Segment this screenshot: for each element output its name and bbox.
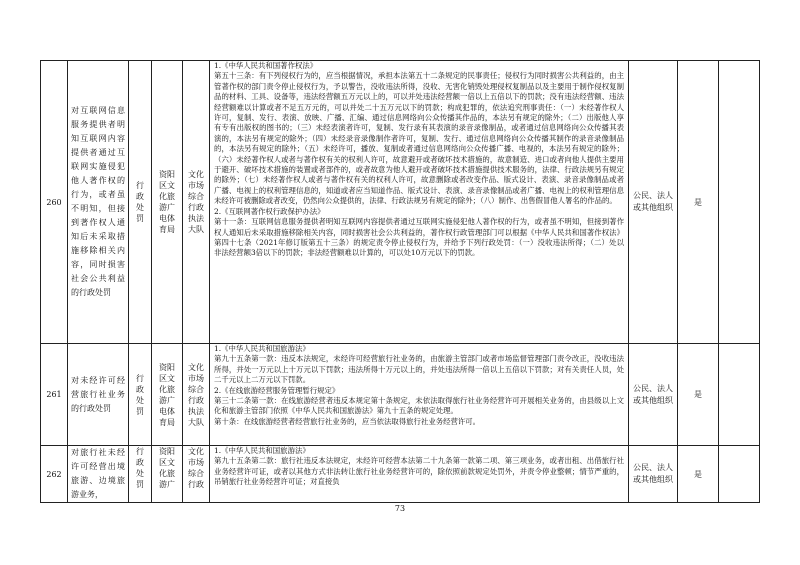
basis-line: 2.《互联网著作权行政保护办法》 — [214, 206, 325, 216]
item-department-text: 资阳区文化旅游广电体育局 — [159, 362, 175, 427]
item-note — [719, 344, 760, 446]
table-row — [41, 61, 760, 344]
item-legal-basis — [210, 61, 629, 344]
item-executor — [183, 446, 210, 503]
item-department — [152, 446, 183, 503]
row-number: 260 — [41, 61, 68, 344]
item-mark: 是 — [678, 446, 719, 503]
item-note — [719, 446, 760, 503]
item-subject: 公民、法人或其他组织 — [629, 61, 678, 344]
item-executor-text: 文化市场综合行政 — [188, 447, 204, 489]
regulation-table — [40, 60, 760, 503]
item-legal-basis — [210, 344, 629, 446]
page-number: 73 — [394, 504, 406, 513]
basis-line: 1.《中华人民共和国旅游法》 — [214, 446, 310, 455]
item-mark: 是 — [678, 344, 719, 446]
basis-line: 第九十五条第二款：旅行社违反本法规定，未经许可经营本法第二十九条第一款第二项、第三项业务，或者出租、出借旅行社业务经营许可证，或者以其他方式非法转让旅行社业务经营许可的，除依照前款规定处罚外，并责令停业整顿；情节严重的，吊销旅行社业务经营许可证；对直接负 — [214, 456, 624, 487]
item-department-text: 资阳区文化旅游广电体育局 — [159, 170, 175, 234]
basis-line: 第十条：在线旅游经营者经营旅行社业务的，应当依法取得旅行社业务经营许可。 — [214, 416, 481, 426]
item-name: 对旅行社未经许可经营出境旅游、边境旅游业务， — [68, 446, 129, 503]
item-category — [129, 61, 152, 344]
item-executor — [183, 61, 210, 344]
item-legal-basis — [210, 446, 629, 503]
table-row — [41, 344, 760, 446]
basis-line: 第九十五条第一款：违反本法规定，未经许可经营旅行社业务的，由旅游主管部门或者市场监督管理部门责令改正，没收违法所得，并处一万元以上十万元以下罚款；违法所得十万元以上的，并处违法所得一倍以上五倍以下罚款；对有关责任人员，处二千元以上二万元以下罚款。 — [214, 354, 624, 385]
item-category — [129, 344, 152, 446]
basis-line: 第十一条：互联网信息服务提供者明知互联网内容提供者通过互联网实施侵犯他人著作权的行为，或者虽不明知，但接到著作权人通知后未采取措施移除相关内容，同时损害社会公共利益的，著作权行政管理部门可以根据《中华人民共和国著作权法》第四十七条（2021年修订版第五十三条）的规定责令停止侵权行为，并给予下列行政处罚：（一）没收违法所得；（二）处以非法经营额3倍以下的罚款；非法经营额难以计算的，可以处10万元以下的罚款。 — [214, 217, 624, 258]
item-note — [719, 61, 760, 344]
item-executor — [183, 344, 210, 446]
basis-line: 1.《中华人民共和国著作权法》 — [214, 61, 318, 70]
item-department-text: 资阳区文化旅游广 — [159, 447, 175, 489]
item-category-text: 行政处罚 — [136, 447, 144, 489]
item-subject: 公民、法人或其他组织 — [629, 344, 678, 446]
row-number: 262 — [41, 446, 68, 503]
item-mark: 是 — [678, 61, 719, 344]
regulation-table-body — [41, 61, 760, 503]
item-category — [129, 446, 152, 503]
item-subject: 公民、法人或其他组织 — [629, 446, 678, 503]
basis-line: 第五十三条：有下列侵权行为的，应当根据情况，承担本法第五十二条规定的民事责任；侵权行为同时损害公共利益的，由主管著作权的部门责令停止侵权行为，予以警告，没收违法所得，没收、无害化销毁处理侵权复制品以及主要用于制作侵权复制品的材料、工具、设备等，违法经营额五万元以上的，可以并处违法经营额一倍以上五倍以下的罚款；没有违法经营额、违法经营额难以计算或者不足五万元的，可以并处二十五万元以下的罚款；构成犯罪的，依法追究刑事责任：（一）未经著作权人许可，复制、发行、表演、放映、广播、汇编、通过信息网络向公众传播其作品的，本法另有规定的除外；（二）出版他人享有专有出版权的图书的；（三）未经表演者许可，复制、发行录有其表演的录音录像制品，或者通过信息网络向公众传播其表演的，本法另有规定的除外；（四）未经录音录像制作者许可，复制、发行、通过信息网络向公众传播其制作的录音录像制品的，本法另有规定的除外；（五）未经许可，播放、复制或者通过信息网络向公众传播广播、电视的，本法另有规定的除外；（六）未经著作权人或者与著作权有关的权利人许可，故意避开或者破坏技术措施的，故意制造、进口或者向他人提供主要用于避开、破坏技术措施的装置或者部件的，或者故意为他人避开或者破坏技术措施提供技术服务的，法律、行政法规另有规定的除外；（七）未经著作权人或者与著作权有关的权利人许可，故意删除或者改变作品、版式设计、表演、录音录像制品或者广播、电视上的权利管理信息的，知道或者应当知道作品、版式设计、表演、录音录像制品或者广播、电视上的权利管理信息未经许可被删除或者改变，仍然向公众提供的，法律、行政法规另有规定的除外；（八）制作、出售假冒他人署名的作品的。 — [214, 71, 624, 206]
table-row — [41, 446, 760, 503]
item-name: 对互联网信息服务提供者明知互联网内容提供者通过互联网实施侵犯他人著作权的行为，或者虽不明知，但接到著作权人通知后未采取措施移除相关内容，同时损害社会公共利益的行政处罚 — [68, 61, 129, 344]
item-executor-text: 文化市场综合行政执法大队 — [188, 362, 204, 427]
item-category-text: 行政处罚 — [136, 373, 144, 416]
row-number: 261 — [41, 344, 68, 446]
item-department — [152, 344, 183, 446]
basis-line: 1.《中华人民共和国旅游法》 — [214, 344, 310, 353]
basis-line: 第三十二条第一款：在线旅游经营者违反本规定第十条规定，未依法取得旅行社业务经营许可开展相关业务的，由县级以上文化和旅游主管部门依照《中华人民共和国旅游法》第九十五条的规定处理。 — [214, 396, 624, 416]
basis-line: 2.《在线旅游经营服务管理暂行规定》 — [214, 385, 340, 395]
item-category-text: 行政处罚 — [136, 181, 144, 223]
item-executor-text: 文化市场综合行政执法大队 — [188, 170, 204, 234]
item-department — [152, 61, 183, 344]
item-name: 对未经许可经营旅行社业务的行政处罚 — [68, 344, 129, 446]
